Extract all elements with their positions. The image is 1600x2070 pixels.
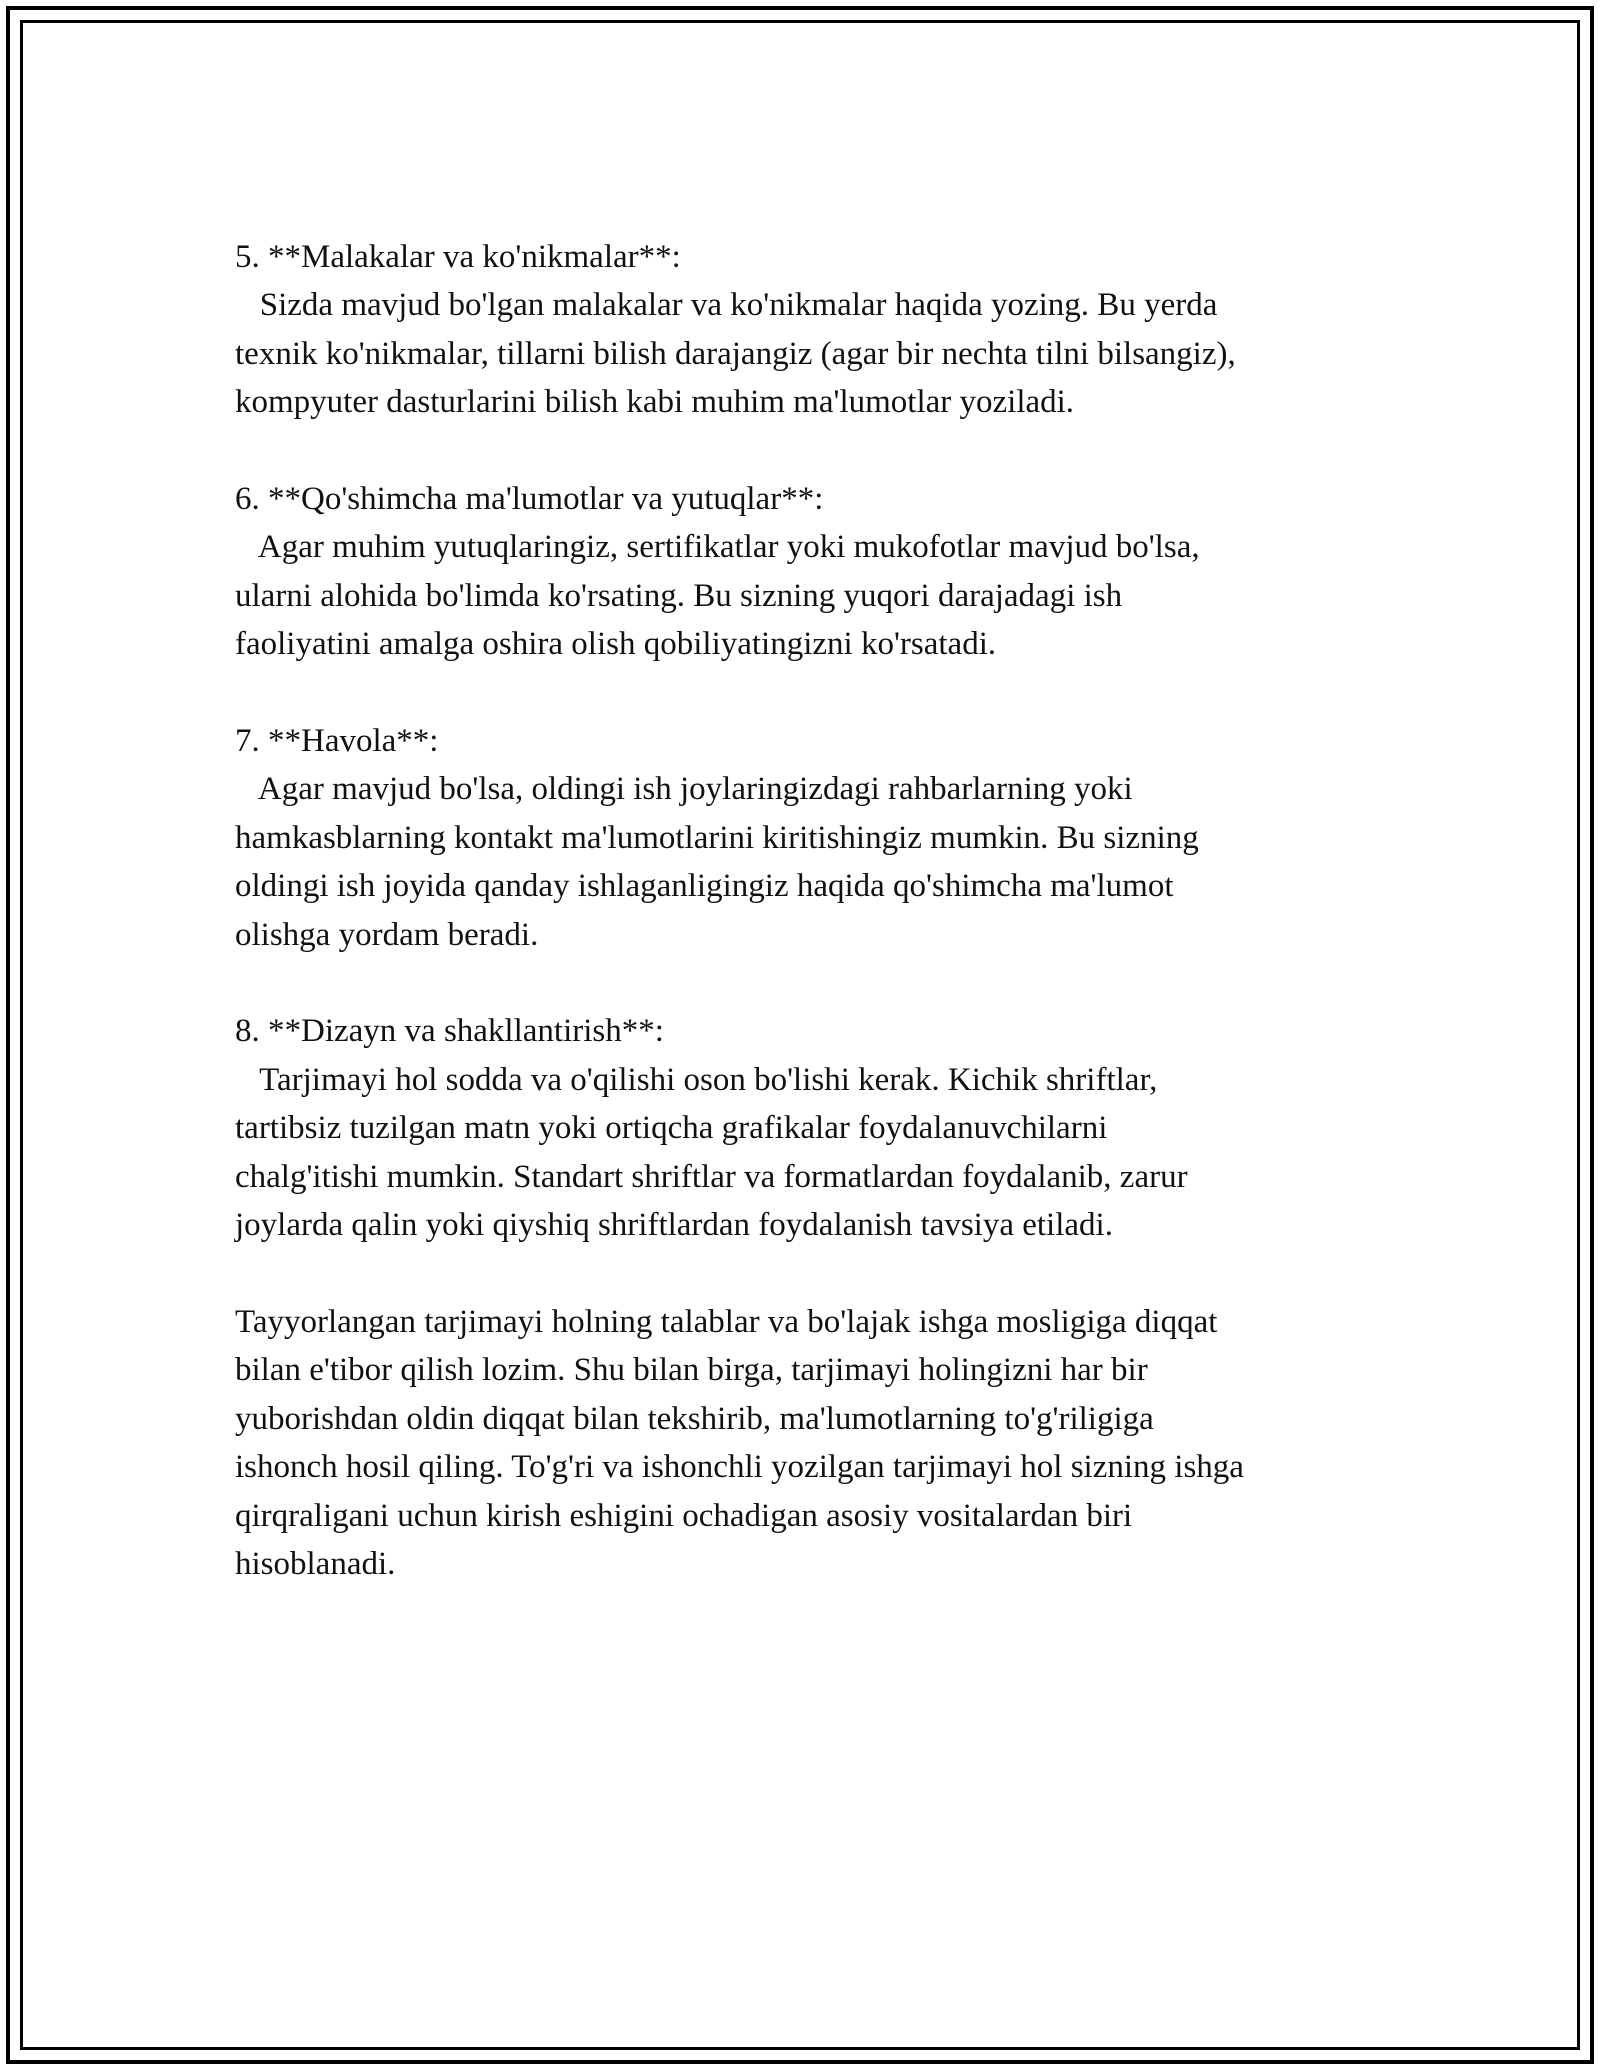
section-design — [235, 1007, 1405, 1249]
section-heading: 5. **Malakalar va ko'nikmalar**: — [235, 239, 681, 275]
closing-paragraph: Tayyorlangan tarjimayi holning talablar va bo'lajak ishga mosligiga diqqat bilan e'tibor qilish lozim. Shu bilan birga, tarjimayi holingizni har bir yuborishdan oldin diqqat bilan tekshirib, ma'lumotlarning to'g'riligiga ishonch hosil qiling. To'g'ri va ishonchli yozilgan tarjimayi hol sizning ishga qirqraligani uchun kirish eshigini ochadigan asosiy vositalardan biri hisoblanadi. — [235, 1303, 1244, 1582]
section-skills — [235, 233, 1405, 427]
section-heading: 8. **Dizayn va shakllantirish**: — [235, 1013, 664, 1050]
section-paragraph: Tarjimayi hol sodda va o'qilishi oson bo'lishi kerak. Kichik shriftlar, tartibsiz tuzilgan matn yoki ortiqcha grafikalar foydalanuvchilarni chalg'itishi mumkin. Standart shriftlar va formatlardan foydalanib, zarur joylarda qalin yoki qiyshiq shriftlardan foydalanish tavsiya etiladi. — [235, 1061, 1188, 1244]
section-paragraph: Agar mavjud bo'lsa, oldingi ish joylaringizdagi rahbarlarning yoki hamkasblarning kontakt ma'lumotlarini kiritishingiz mumkin. Bu sizning oldingi ish joyida qanday ishlaganligingiz haqida qo'shimcha ma'lumot olishga yordam beradi. — [235, 771, 1199, 953]
section-paragraph: Sizda mavjud bo'lgan malakalar va ko'nikmalar haqida yozing. Bu yerda texnik ko'nikmalar, tillarni bilish darajangiz (agar bir nechta tilni bilsangiz), kompyuter dasturlarini bilish kabi muhim ma'lumotlar yoziladi. — [235, 287, 1236, 421]
section-achievements — [235, 475, 1405, 669]
document-body — [235, 233, 1405, 1588]
section-heading: 7. **Havola**: — [235, 723, 439, 760]
section-heading: 6. **Qo'shimcha ma'lumotlar va yutuqlar**: — [235, 481, 824, 518]
section-references — [235, 717, 1405, 959]
section-paragraph: Agar muhim yutuqlaringiz, sertifikatlar yoki mukofotlar mavjud bo'lsa, ularni alohida bo'limda ko'rsating. Bu sizning yuqori darajadagi ish faoliyatini amalga oshira olish qobiliyatingizni ko'rsatadi. — [235, 529, 1200, 663]
